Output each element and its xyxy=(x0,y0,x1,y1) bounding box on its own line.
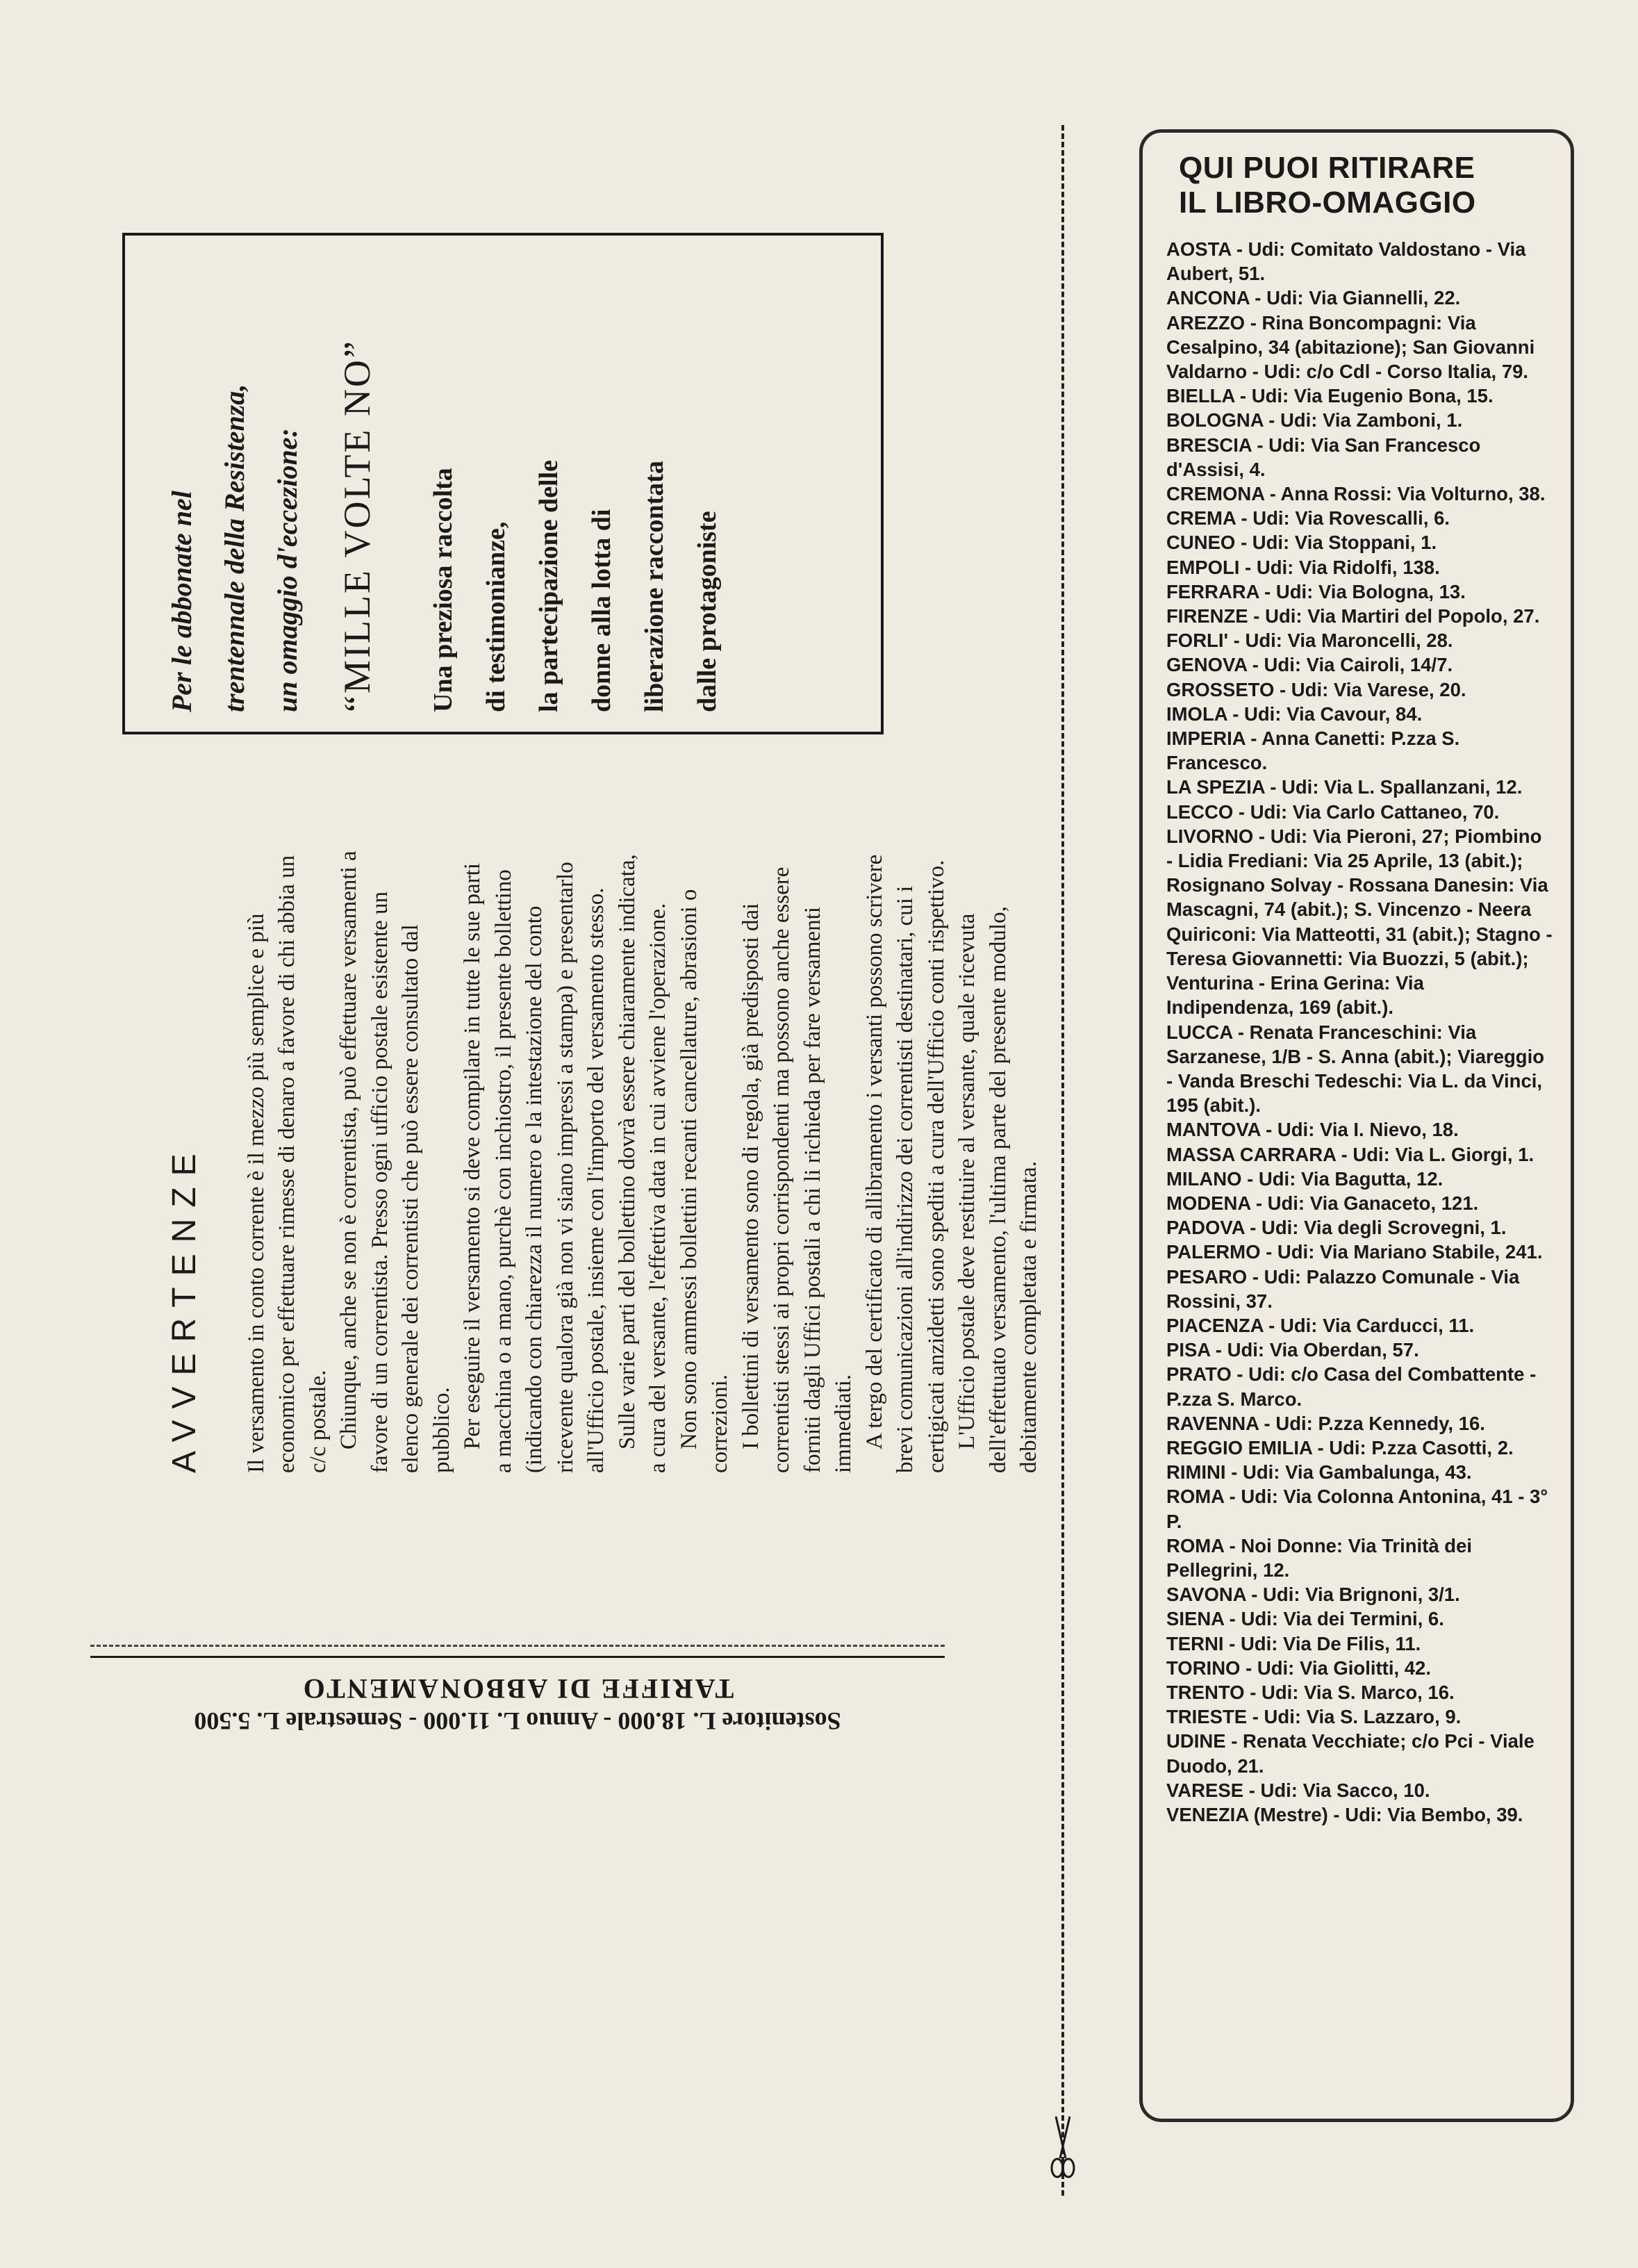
pickup-entry: AOSTA - Udi: Comitato Valdostano - Via Aubert, 51. xyxy=(1166,238,1526,285)
pickup-title-line: IL LIBRO-OMAGGIO xyxy=(1179,186,1476,220)
warning-paragraph: L'Ufficio postale deve restituire al versante, quale ricevuta dell'effettuato versamento, l'ultima parte del presente modulo, debitamente completata e firmata. xyxy=(954,906,1041,1473)
pickup-entry: CUNEO - Udi: Via Stoppani, 1. xyxy=(1166,532,1437,554)
tariff-prices: Sostenitore L. 18.000 - Annuo L. 11.000 - Semestrale L. 5.500 xyxy=(194,1707,841,1735)
promo-desc-line: donne alla lotta di xyxy=(587,509,616,712)
pickup-entry: EMPOLI - Udi: Via Ridolfi, 138. xyxy=(1166,556,1440,578)
promo-intro xyxy=(156,233,314,712)
pickup-entry: BOLOGNA - Udi: Via Zamboni, 1. xyxy=(1166,409,1463,432)
tariff-title: TARIFFE DI ABBONAMENTO xyxy=(301,1673,734,1704)
tariff-dashed-rule xyxy=(90,1645,945,1647)
pickup-entry: TORINO - Udi: Via Giolitti, 42. xyxy=(1166,1657,1431,1679)
promo-description xyxy=(417,233,734,712)
pickup-entry: LUCCA - Renata Franceschini: Via Sarzanese, 1/B - S. Anna (abit.); Viareggio - Vanda Breschi Tedeschi: Via L. da Vinci, 195 (abit.). xyxy=(1166,1021,1545,1117)
pickup-entry: LIVORNO - Udi: Via Pieroni, 27; Piombino - Lidia Frediani: Via 25 Aprile, 13 (abit.); Rosignano Solvay - Rossana Danesin: Via Mascagni, 74 (abit.); S. Vincenzo - Neera Quiriconi: Via Matteotti, 31 (abit.); Stagno - Teresa Giovannetti: Via Buozzi, 5 (abit.); Venturina - Erina Gerina: Via Indipendenza, 169 (abit.). xyxy=(1166,825,1553,1019)
promo-desc-line: liberazione raccontata xyxy=(640,461,669,712)
promo-desc-line: Una preziosa raccolta xyxy=(429,468,458,712)
pickup-entry: ROMA - Udi: Via Colonna Antonina, 41 - 3° P. xyxy=(1166,1486,1548,1532)
pickup-entry: SIENA - Udi: Via dei Termini, 6. xyxy=(1166,1608,1444,1630)
pickup-entry: MODENA - Udi: Via Ganaceto, 121. xyxy=(1166,1192,1479,1214)
pickup-entry: MASSA CARRARA - Udi: Via L. Giorgi, 1. xyxy=(1166,1143,1534,1165)
pickup-entry: FORLI' - Udi: Via Maroncelli, 28. xyxy=(1166,630,1453,652)
promo-intro-line: un omaggio d'eccezione: xyxy=(272,428,303,712)
warning-paragraph: Per eseguire il versamento si deve compilare in tutte le sue parti a macchina o a mano, purchè con inchiostro, il presente bollettino (indicando con chiarezza il numero e la intestazione del conto ricevente qualora già non vi siano impressi a stampa) e presentarlo all'Ufficio postale, insieme con l'importo del versamento stesso. xyxy=(460,862,609,1473)
warning-paragraph: Non sono ammessi bollettini recanti cancellature, abrasioni o correzioni. xyxy=(676,889,732,1473)
pickup-entry: GROSSETO - Udi: Via Varese, 20. xyxy=(1166,678,1466,700)
pickup-entry: MILANO - Udi: Via Bagutta, 12. xyxy=(1166,1167,1443,1190)
pickup-entry: PESARO - Udi: Palazzo Comunale - Via Rossini, 37. xyxy=(1166,1265,1520,1312)
pickup-entry: BIELLA - Udi: Via Eugenio Bona, 15. xyxy=(1166,385,1494,407)
promo-content xyxy=(156,233,734,712)
pickup-entry: BRESCIA - Udi: Via San Francesco d'Assisi, 4. xyxy=(1166,434,1481,480)
pickup-entry: REGGIO EMILIA - Udi: P.zza Casotti, 2. xyxy=(1166,1436,1514,1458)
cut-line xyxy=(1061,125,1064,2196)
pickup-entry: IMOLA - Udi: Via Cavour, 84. xyxy=(1166,702,1423,725)
warning-paragraph: Chiunque, anche se non è correntista, può effettuare versamenti a favore di un correntista. Presso ogni ufficio postale esistente un elenco generale dei correntisti che può essere consultato dal pubblico. xyxy=(336,850,454,1473)
pickup-entry: SAVONA - Udi: Via Brignoni, 3/1. xyxy=(1166,1584,1460,1606)
promo-desc-line: di testimonianze, xyxy=(481,521,511,712)
tariff-solid-rule xyxy=(90,1656,945,1658)
promo-intro-line: Per le abbonate nel xyxy=(166,491,197,712)
pickup-entry: PISA - Udi: Via Oberdan, 57. xyxy=(1166,1339,1419,1361)
promo-desc-line: la partecipazione delle xyxy=(534,459,563,712)
warning-paragraph: Sulle varie parti del bollettino dovrà essere chiaramente indicata, a cura del versante, l'effettiva data in cui avviene l'operazione. xyxy=(614,854,670,1473)
promo-box xyxy=(122,233,884,734)
warning-paragraph: I bollettini di versamento sono di regola, già predisposti dai correntisti stessi ai propri corrispondenti ma possono anche essere forniti dagli Uffici postali a chi li richieda per fare versamenti immediati. xyxy=(738,866,856,1473)
pickup-entry: IMPERIA - Anna Canetti: P.zza S. Francesco. xyxy=(1166,728,1460,774)
pickup-entry: CREMONA - Anna Rossi: Via Volturno, 38. xyxy=(1166,483,1546,505)
pickup-entry: PRATO - Udi: c/o Casa del Combattente - P.zza S. Marco. xyxy=(1166,1363,1537,1410)
pickup-entry: ROMA - Noi Donne: Via Trinità dei Pellegrini, 12. xyxy=(1166,1534,1473,1581)
promo-intro-line: trentennale della Resistenza, xyxy=(219,384,250,712)
pickup-title xyxy=(1179,151,1553,220)
pickup-entry: RAVENNA - Udi: P.zza Kennedy, 16. xyxy=(1166,1412,1485,1434)
promo-book-title: “MILLE VOLTE NO” xyxy=(336,339,378,712)
tariff-section xyxy=(90,1641,945,1745)
warning-paragraph: A tergo del certificato di allibramento i versanti possono scrivere brevi comunicazioni all'indirizzo dei correntisti destinatari, cui i certigicati anzidetti sono spediti a cura dell'Ufficio conti rispettivo. xyxy=(861,854,949,1473)
pickup-entry: VENEZIA (Mestre) - Udi: Via Bembo, 39. xyxy=(1166,1804,1523,1825)
pickup-list xyxy=(1166,237,1553,1827)
pickup-entry: RIMINI - Udi: Via Gambalunga, 43. xyxy=(1166,1461,1472,1484)
warnings-section xyxy=(166,848,1045,1473)
pickup-entry: GENOVA - Udi: Via Cairoli, 14/7. xyxy=(1166,654,1453,676)
pickup-entry: ANCONA - Udi: Via Giannelli, 22. xyxy=(1166,287,1461,309)
pickup-entry: VARESE - Udi: Via Sacco, 10. xyxy=(1166,1779,1430,1801)
pickup-title-line: QUI PUOI RITIRARE xyxy=(1179,151,1475,185)
pickup-entry: MANTOVA - Udi: Via I. Nievo, 18. xyxy=(1166,1119,1459,1141)
pickup-box xyxy=(1139,129,1574,2122)
pickup-entry: LECCO - Udi: Via Carlo Cattaneo, 70. xyxy=(1166,800,1500,823)
pickup-entry: TERNI - Udi: Via De Filis, 11. xyxy=(1166,1632,1421,1654)
promo-rotated-text xyxy=(156,233,734,712)
scissors-icon xyxy=(1048,2112,1078,2182)
pickup-entry: LA SPEZIA - Udi: Via L. Spallanzani, 12. xyxy=(1166,776,1523,798)
warning-paragraph: Il versamento in conto corrente è il mezzo più semplice e più economico per effettuare rimesse di denaro a favore di chi abbia un c/c postale. xyxy=(243,855,331,1473)
pickup-entry: PADOVA - Udi: Via degli Scrovegni, 1. xyxy=(1166,1217,1507,1239)
pickup-entry: PIACENZA - Udi: Via Carducci, 11. xyxy=(1166,1314,1475,1336)
pickup-entry: FERRARA - Udi: Via Bologna, 13. xyxy=(1166,580,1466,602)
pickup-entry: PALERMO - Udi: Via Mariano Stabile, 241. xyxy=(1166,1241,1543,1263)
warnings-content xyxy=(166,848,1045,1473)
pickup-entry: CREMA - Udi: Via Rovescalli, 6. xyxy=(1166,507,1450,529)
warnings-title: AVVERTENZE xyxy=(166,1142,203,1473)
promo-desc-line: dalle protagoniste xyxy=(693,511,722,712)
pickup-entry: AREZZO - Rina Boncompagni: Via Cesalpino, 34 (abitazione); San Giovanni Valdarno - Udi: c/o Cdl - Corso Italia, 79. xyxy=(1166,311,1535,383)
pickup-entry: FIRENZE - Udi: Via Martiri del Popolo, 27. xyxy=(1166,605,1540,627)
pickup-entry: TRENTO - Udi: Via S. Marco, 16. xyxy=(1166,1681,1455,1703)
pickup-entry: UDINE - Renata Vecchiate; c/o Pci - Viale Duodo, 21. xyxy=(1166,1730,1534,1777)
pickup-entry: TRIESTE - Udi: Via S. Lazzaro, 9. xyxy=(1166,1706,1462,1728)
